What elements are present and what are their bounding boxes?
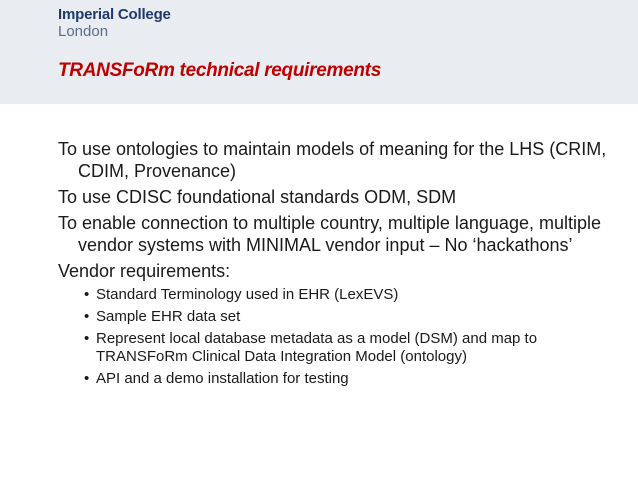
sub-bullet-text: Standard Terminology used in EHR (LexEVS) [96,286,399,303]
bullet-marker: • [84,370,90,387]
slide-content [58,138,618,392]
bullet-marker: • [84,308,90,325]
sub-bullet-3 [58,330,618,366]
logo-line-1: Imperial College [58,6,171,23]
bullet-point-4: Vendor requirements: [58,261,231,281]
logo-line-2: London [58,23,109,40]
sub-bullet-text: API and a demo installation for testing [96,370,349,387]
bullet-point-2: To use CDISC foundational standards ODM, SDM [58,187,457,207]
sub-bullet-4 [58,370,618,388]
bullet-marker: • [84,330,90,347]
bullet-point-1: To use ontologies to maintain models of meaning for the LHS (CRIM, CDIM, Provenance) [58,139,607,181]
slide-title: TRANSFoRm technical requirements [58,60,381,81]
bullet-marker: • [84,286,90,303]
sub-bullet-1 [58,286,618,304]
imperial-college-logo [58,6,171,40]
sub-bullet-text: Sample EHR data set [96,308,241,325]
sub-bullet-2 [58,308,618,326]
header-band [0,0,638,104]
sub-bullet-text: Represent local database metadata as a model (DSM) and map to TRANSFoRm Clinical Data Integration Model (ontology) [96,330,538,365]
bullet-point-3: To enable connection to multiple country, multiple language, multiple vendor systems with MINIMAL vendor input – No ‘hackathons’ [58,213,601,255]
